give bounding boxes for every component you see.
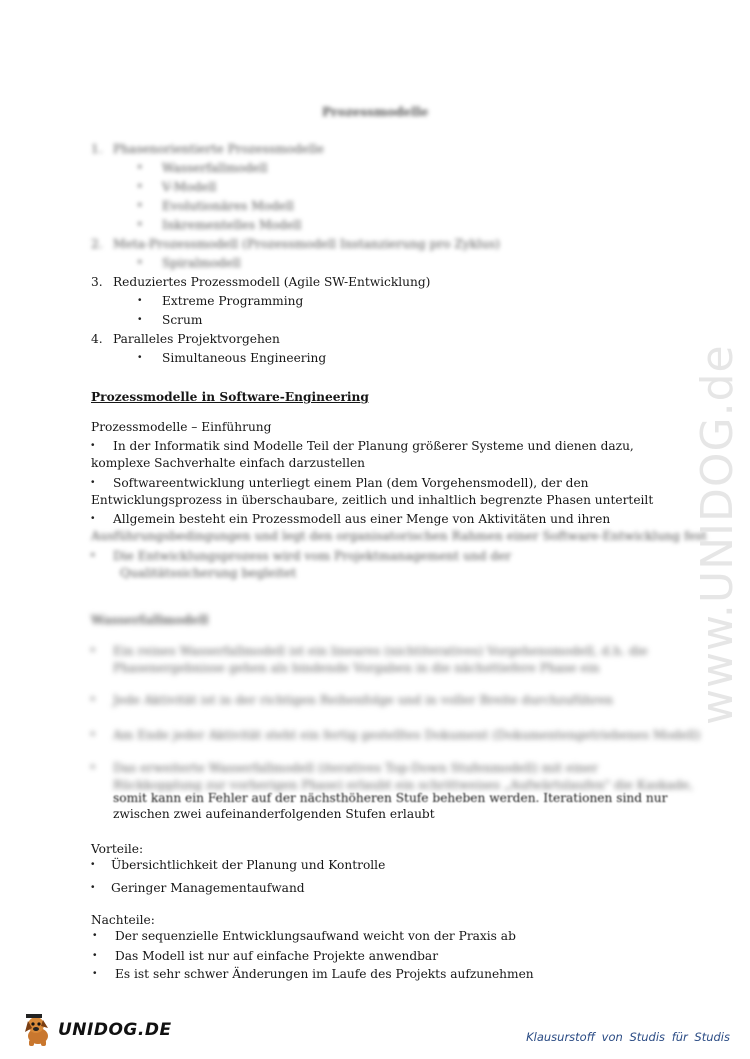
bullet: • <box>91 882 95 893</box>
paragraph-line: In der Informatik sind Modelle Teil der Planung größerer Systeme und dienen dazu, <box>113 439 634 453</box>
list-number-3: 3. <box>91 275 103 289</box>
paragraph-line: Das erweiterte Wasserfallmodell (iteratives Top-Down Stufenmodell) mit einer <box>113 761 598 775</box>
paragraph-line: Qualitätssicherung begleitet <box>120 566 297 580</box>
list-item-4: Paralleles Projektvorgehen <box>113 332 280 346</box>
nachteile-label: Nachteile: <box>91 913 155 927</box>
paragraph-line: Ein reines Wasserfallmodell ist ein lineares (nichtiteratives) Vorgehensmodell, d.h. die <box>113 644 648 658</box>
bullet: • <box>91 477 95 488</box>
logo-text: UNIDOG.DE <box>58 1020 172 1040</box>
bullet: • <box>91 513 95 524</box>
sub-item: Evolutionäres Modell <box>162 199 294 213</box>
list-item-1: Phasenorientierte Prozessmodelle <box>113 142 324 156</box>
sub-item: Wasserfallmodell <box>162 161 268 175</box>
bullet: • <box>93 950 97 961</box>
bullet: • <box>93 930 97 941</box>
bullet: • <box>91 645 95 656</box>
bullet: • <box>138 257 142 268</box>
vorteile-label: Vorteile: <box>91 842 144 856</box>
bullet: • <box>91 550 95 561</box>
list-number-2: 2. <box>91 237 103 251</box>
paragraph-line: zwischen zwei aufeinanderfolgenden Stufen erlaubt <box>113 807 435 821</box>
sub-item: Scrum <box>162 313 203 327</box>
sub-item: Inkrementelles Modell <box>162 218 302 232</box>
bullet: • <box>91 762 95 773</box>
bullet: • <box>138 181 142 192</box>
paragraph-line: Am Ende jeder Aktivität steht ein fertig gestelltes Dokument (Dokumentengetriebenes Modell) <box>113 728 701 742</box>
paragraph-line: Entwicklungsprozess in überschaubare, zeitlich und inhaltlich begrenzte Phasen unterteilt <box>91 493 654 507</box>
list-item-3: Reduziertes Prozessmodell (Agile SW-Entwicklung) <box>113 275 431 289</box>
bullet: • <box>138 295 142 306</box>
waterfall-heading: Wasserfallmodell <box>91 613 209 627</box>
nachteil-item: Der sequenzielle Entwicklungsaufwand weicht von der Praxis ab <box>115 929 516 943</box>
list-item-2: Meta-Prozessmodell (Prozessmodell Instanzierung pro Zyklus) <box>113 237 500 251</box>
dog-mascot-icon <box>22 1012 58 1048</box>
bullet: • <box>91 440 95 451</box>
page-title: Prozessmodelle <box>322 105 429 119</box>
paragraph-line: somit kann ein Fehler auf der nächsthöheren Stufe beheben werden. Iterationen sind nur <box>113 791 668 805</box>
list-number-1: 1. <box>91 142 103 156</box>
paragraph-line: Rückkopplung zur vorherigen Phase) erlaubt ein schrittweises „Aufwärtslaufen" die Kaskade, <box>113 778 694 792</box>
bullet: • <box>138 352 142 363</box>
bullet: • <box>138 162 142 173</box>
paragraph-line: Phasenergebnisse gehen als bindende Vorgaben in die nächsttiefere Phase ein <box>113 661 600 675</box>
bullet: • <box>93 968 97 979</box>
unidog-logo[interactable] <box>22 1012 172 1050</box>
list-number-4: 4. <box>91 332 103 346</box>
sub-item: Extreme Programming <box>162 294 304 308</box>
nachteil-item: Das Modell ist nur auf einfache Projekte anwendbar <box>115 949 439 963</box>
paragraph-line: Ausführungsbedingungen und legt den organisatorischen Rahmen einer Software-Entwicklung fest <box>91 529 707 543</box>
paragraph-line: komplexe Sachverhalte einfach darzustellen <box>91 456 366 470</box>
bullet: • <box>91 694 95 705</box>
bullet: • <box>91 859 95 870</box>
bullet: • <box>138 314 142 325</box>
sub-item: V-Modell <box>162 180 217 194</box>
nachteil-item: Es ist sehr schwer Änderungen im Laufe des Projekts aufzunehmen <box>115 967 534 981</box>
sub-item: Simultaneous Engineering <box>162 351 327 365</box>
bullet: • <box>91 729 95 740</box>
paragraph-line: Softwareentwicklung unterliegt einem Plan (dem Vorgehensmodell), der den <box>113 476 589 490</box>
bullet: • <box>138 219 142 230</box>
section-heading: Prozessmodelle in Software-Engineering <box>91 390 369 404</box>
paragraph-line: Die Entwicklungsprozess wird vom Projektmanagement und der <box>113 549 512 563</box>
sub-item: Spiralmodell <box>162 256 241 270</box>
bullet: • <box>138 200 142 211</box>
footer-tagline: Klausurstoff von Studis für Studis <box>526 1030 730 1044</box>
paragraph-line: Allgemein besteht ein Prozessmodell aus einer Menge von Aktivitäten und ihren <box>113 512 611 526</box>
watermark: www.UNIDOG.de <box>692 344 743 725</box>
subheading: Prozessmodelle – Einführung <box>91 420 272 434</box>
vorteil-item: Geringer Managementaufwand <box>111 881 305 895</box>
paragraph-line: Jede Aktivität ist in der richtigen Reihenfolge und in voller Breite durchzuführen <box>113 693 614 707</box>
vorteil-item: Übersichtlichkeit der Planung und Kontrolle <box>111 858 386 872</box>
